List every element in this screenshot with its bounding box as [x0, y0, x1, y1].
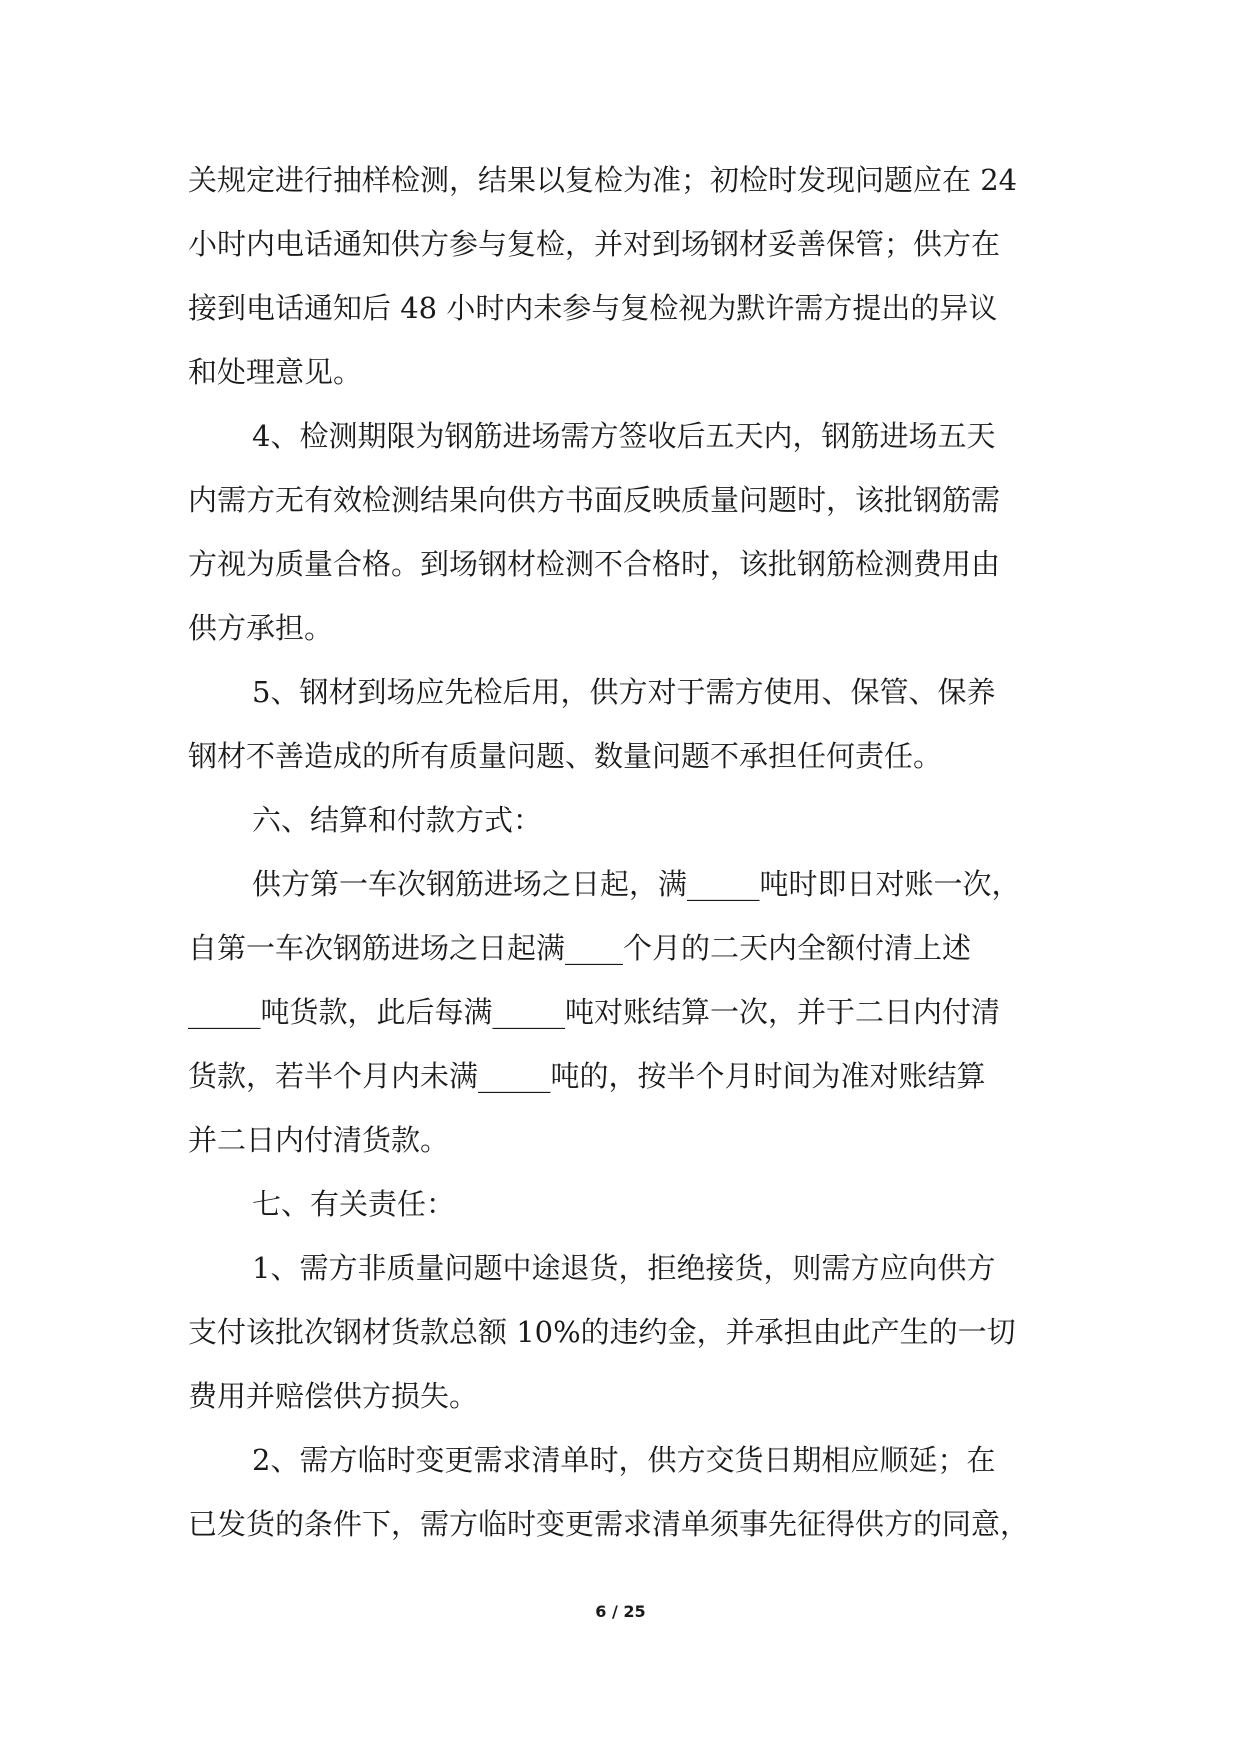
- paragraph-start-line: 供方第一车次钢筋进场之日起，满_____吨时即日对账一次，: [252, 867, 1021, 901]
- paragraph-start-line: 1、需方非质量问题中途退货，拒绝接货，则需方应向供方: [252, 1251, 996, 1285]
- text-line: 和处理意见。: [188, 355, 363, 389]
- text-line: 费用并赔偿供方损失。: [188, 1379, 479, 1413]
- text-line: 内需方无有效检测结果向供方书面反映质量问题时，该批钢筋需: [188, 483, 1001, 517]
- text-line: 货款，若半个月内未满_____吨的，按半个月时间为准对账结算: [188, 1059, 986, 1093]
- text-line: 并二日内付清货款。: [188, 1123, 450, 1157]
- text-line: 接到电话通知后 48 小时内未参与复检视为默许需方提出的异议: [188, 291, 998, 325]
- paragraph-start-line: 4、检测期限为钢筋进场需方签收后五天内，钢筋进场五天: [252, 419, 996, 453]
- text-line: 钢材不善造成的所有质量问题、数量问题不承担任何责任。: [188, 739, 943, 773]
- text-line: 自第一车次钢筋进场之日起满____个月的二天内全额付清上述: [188, 931, 972, 965]
- text-line: 供方承担。: [188, 611, 334, 645]
- text-line: _____吨货款，此后每满_____吨对账结算一次，并于二日内付清: [188, 995, 1001, 1029]
- text-line: 已发货的条件下，需方临时变更需求清单须事先征得供方的同意，: [188, 1507, 1030, 1541]
- paragraph-start-line: 5、钢材到场应先检后用，供方对于需方使用、保管、保养: [252, 675, 996, 709]
- section-heading: 七、有关责任：: [252, 1187, 456, 1221]
- page-number: 6 / 25: [595, 1602, 646, 1621]
- text-line: 方视为质量合格。到场钢材检测不合格时，该批钢筋检测费用由: [188, 547, 1001, 581]
- text-line: 关规定进行抽样检测，结果以复检为准；初检时发现问题应在 24: [188, 163, 1018, 197]
- text-line: 小时内电话通知供方参与复检，并对到场钢材妥善保管；供方在: [188, 227, 1001, 261]
- contract-body: [188, 148, 1054, 1556]
- section-heading: 六、结算和付款方式：: [252, 803, 543, 837]
- paragraph-start-line: 2、需方临时变更需求清单时，供方交货日期相应顺延；在: [252, 1443, 996, 1477]
- text-line: 支付该批次钢材货款总额 10%的违约金，并承担由此产生的一切: [188, 1315, 1016, 1349]
